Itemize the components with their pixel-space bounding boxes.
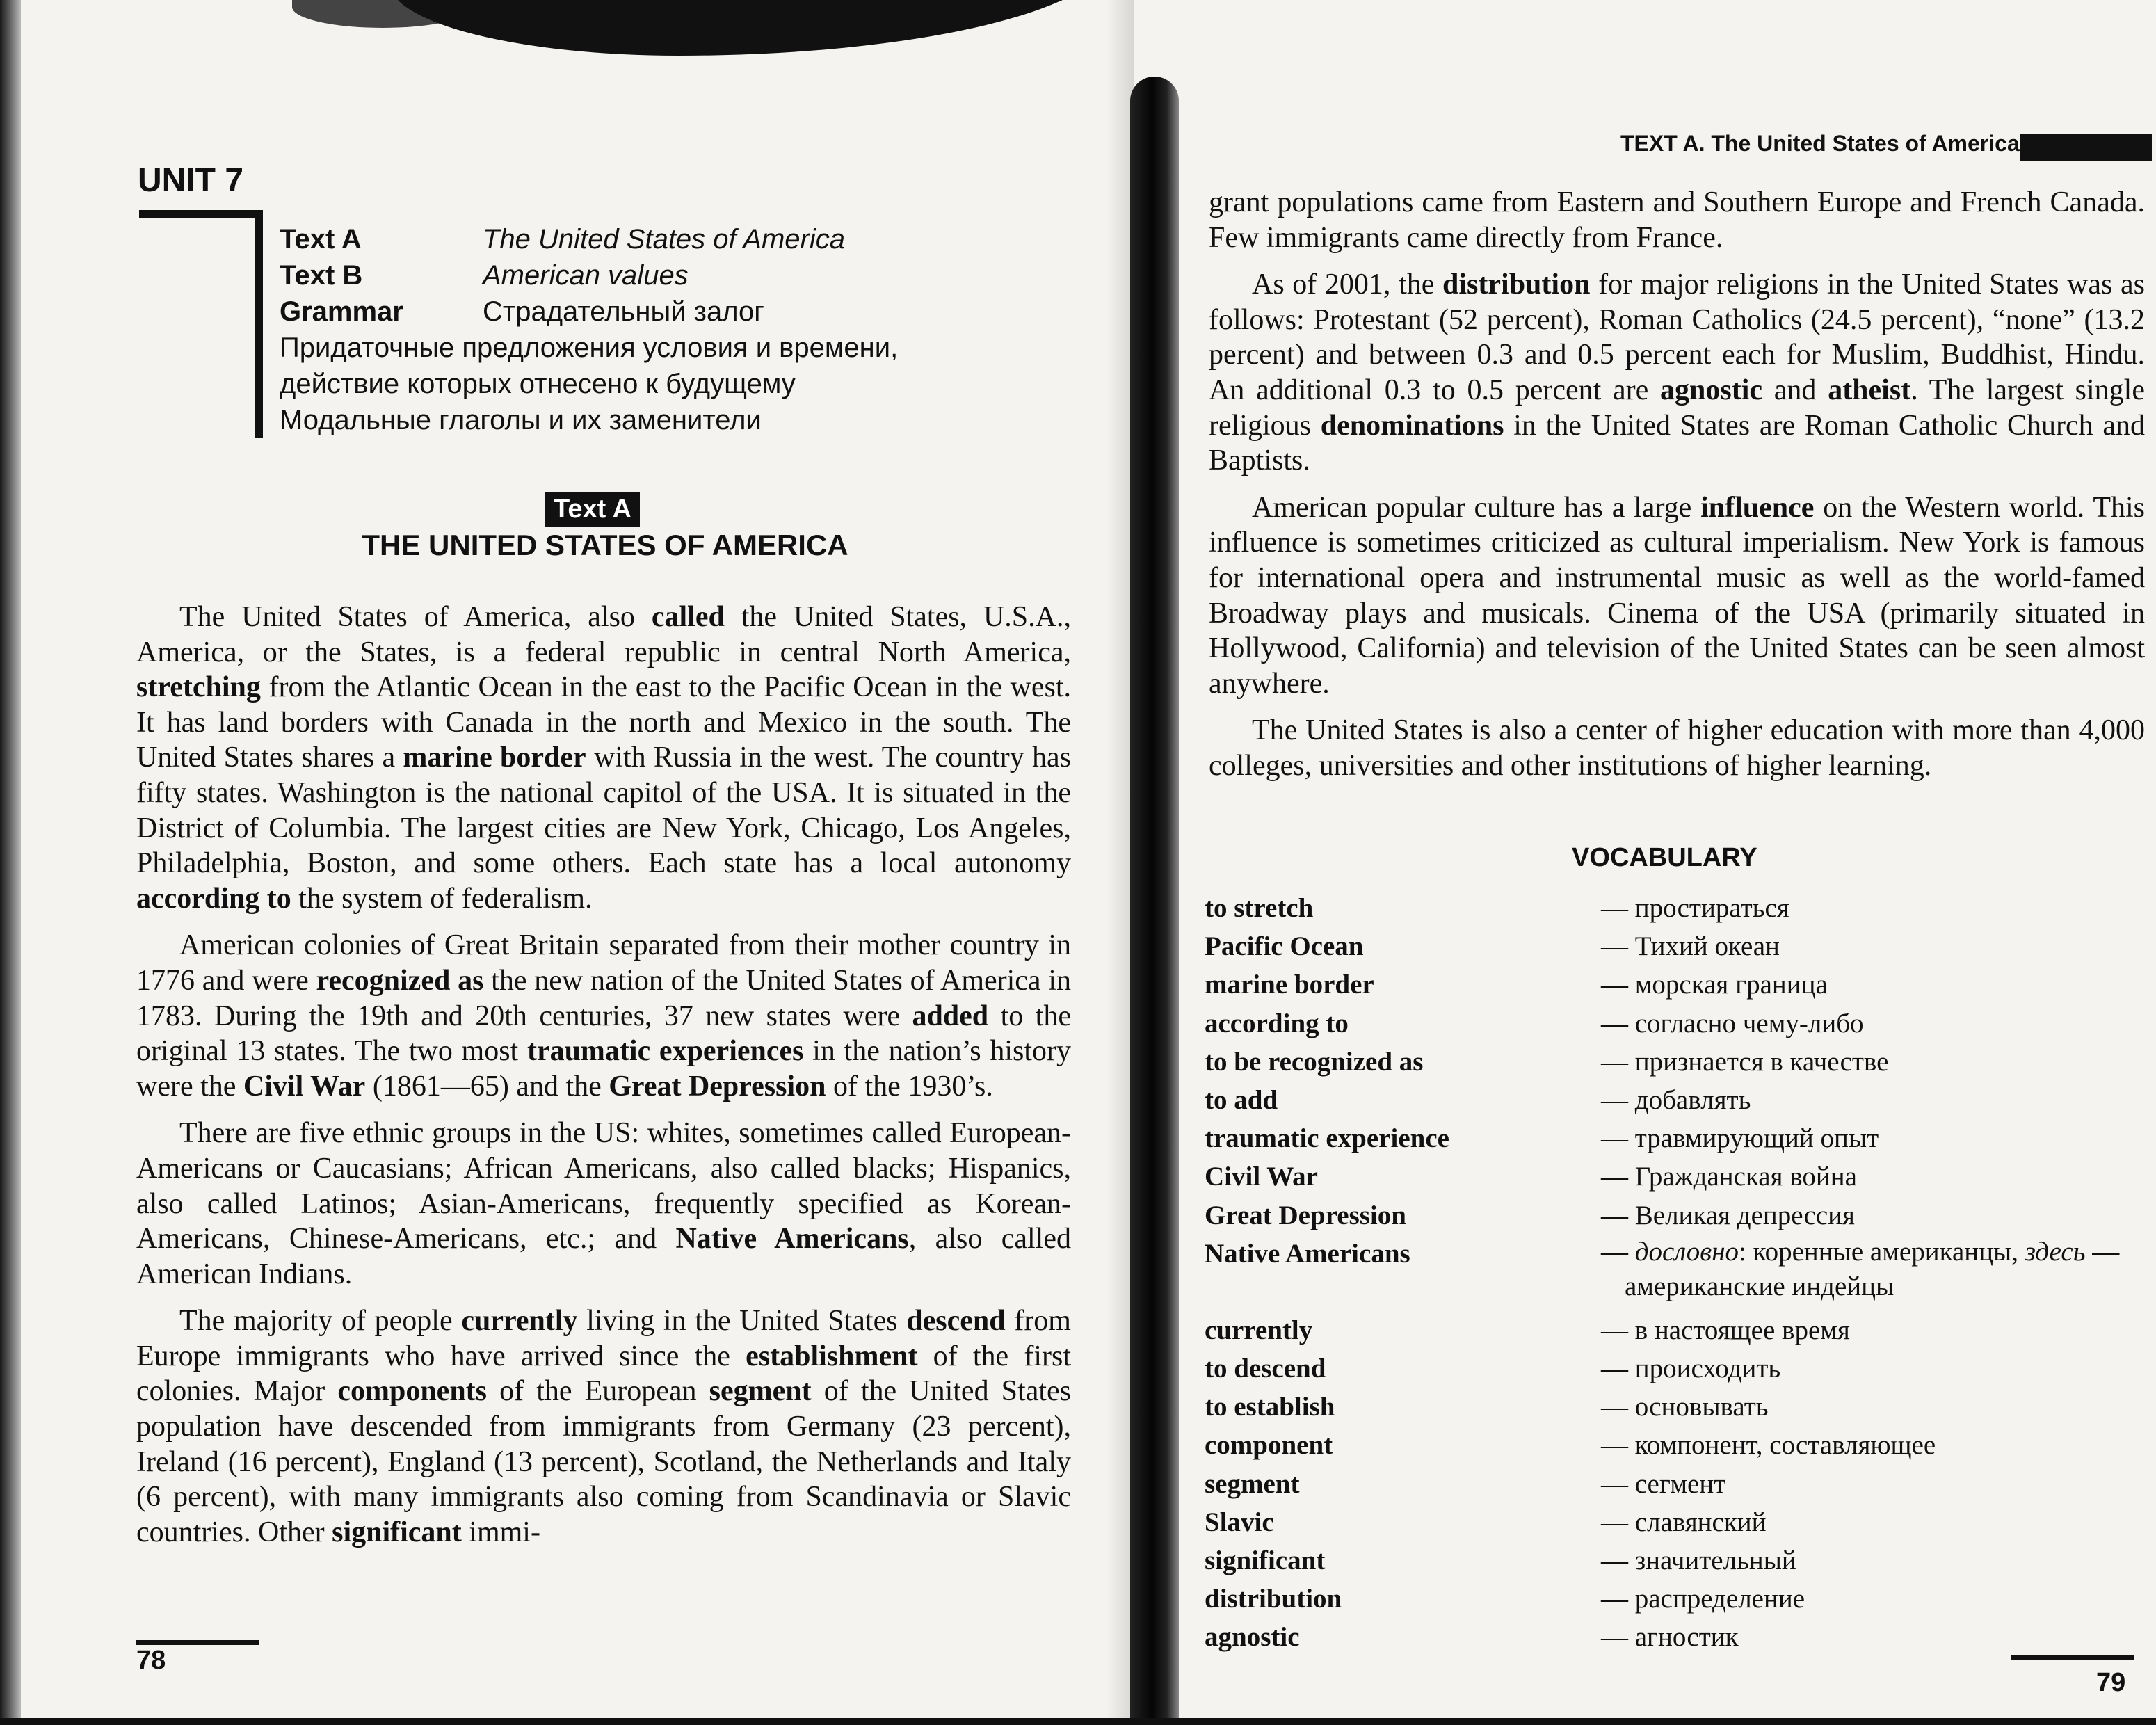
contents-row-grammar: [280, 294, 898, 330]
text-run: American colonies of Great Britain separated from their mother country in 1776 and were: [136, 929, 1071, 997]
vocabulary-translation: — согласно чему-либо: [1601, 1008, 1864, 1038]
contents-label: Text A: [280, 224, 362, 255]
text-run: —: [2085, 1236, 2120, 1267]
vocabulary-row: [1205, 927, 2150, 965]
italic-text: здесь: [2025, 1236, 2086, 1267]
vocabulary-term: according to: [1205, 1008, 1349, 1038]
vocabulary-term: to add: [1205, 1085, 1278, 1116]
text-run: The United States of America, also: [179, 601, 652, 633]
text-run: of the European: [487, 1375, 709, 1408]
bold-term: stretching: [136, 671, 261, 704]
text-run: and: [1762, 374, 1828, 406]
contents-extra-line: действие которых отнесено к будущему: [280, 369, 796, 399]
vocabulary-translation: — славянский: [1601, 1507, 1767, 1537]
bold-term: agnostic: [1660, 374, 1763, 406]
page-number: 79: [2096, 1668, 2126, 1697]
vocabulary-row: [1205, 1580, 2150, 1618]
text-run: from the Atlantic Ocean in the east to the Pacific Ocean in the west. It has land borders with Canada in the north and Mexico in the south. The United States shares a: [136, 671, 1071, 774]
text-run: the system of federalism.: [291, 882, 593, 915]
paragraph: [136, 928, 1071, 1104]
vocabulary-term: Great Depression: [1205, 1200, 1406, 1230]
bold-term: called: [651, 601, 725, 633]
text-run: immi-: [461, 1516, 540, 1548]
text-run: with Russia in the west. The country has fifty states. Washington is the national capitol of the USA. It is situated in the District of Columbia. The largest cities are New York, Chicago, Los Angeles, Philadelphia, Boston, and some others. Each state has a local autonomy: [136, 741, 1071, 880]
text-a-badge: Text A: [545, 492, 640, 527]
vocabulary-row: [1205, 965, 2150, 1004]
bold-term: segment: [709, 1375, 812, 1408]
text-title: THE UNITED STATES OF AMERICA: [362, 529, 848, 561]
vocabulary-row: [1205, 1349, 2150, 1388]
text-run: in the nation’s history were the: [136, 1035, 1071, 1102]
text-run: The United States is also a center of higher education with more than 4,000 colleges, universities and other institutions of higher learning.: [1209, 714, 2145, 782]
vocabulary-list: [1205, 889, 2150, 1657]
vocabulary-row: [1205, 1618, 2150, 1656]
running-head-bar: [2020, 134, 2152, 161]
scan-top-shadow: [389, 0, 1113, 56]
text-run: of the first colonies. Major: [136, 1340, 1072, 1408]
bold-term: atheist: [1828, 374, 1911, 406]
contents-value: Страдательный залог: [483, 296, 764, 327]
paragraph: [1209, 185, 2145, 255]
scan-bottom-edge: [0, 1718, 2156, 1725]
text-run: living in the United States: [577, 1305, 907, 1338]
text-run: the new nation of the United States of America in 1783. During the 19th and 20th centuries, 37 new states were: [136, 964, 1071, 1032]
bold-term: traumatic experiences: [526, 1035, 804, 1068]
vocabulary-translation: — сегмент: [1601, 1468, 1726, 1499]
text-run: of the United States population have descended from immigrants from Germany (23 percent), Ireland (16 percent), England (13 percent), Scotland, the Netherlands and Italy (6 percent), with many immigrants also coming from Scandinavia or Slavic countries. Other: [136, 1375, 1071, 1548]
vocabulary-row: [1205, 1388, 2150, 1426]
vocabulary-row: [1205, 1119, 2150, 1157]
contents-extra-line: Модальные глаголы и их заменители: [280, 405, 762, 435]
vocabulary-translation: — Гражданская война: [1601, 1162, 1857, 1192]
vocabulary-term: to establish: [1205, 1392, 1335, 1422]
bold-term: denominations: [1320, 409, 1504, 442]
text-run: (1861—65) and the: [365, 1070, 609, 1102]
translation-line: [1601, 1235, 2150, 1269]
paragraph: [136, 1303, 1071, 1550]
left-body-text: [136, 600, 1071, 1562]
bold-term: according to: [136, 882, 291, 915]
vocabulary-term: Civil War: [1205, 1162, 1318, 1192]
contents-value: American values: [483, 260, 689, 291]
contents-row-text-b: [280, 257, 898, 294]
vocabulary-row: [1205, 1541, 2150, 1580]
vocabulary-term: Native Americans: [1205, 1238, 1410, 1269]
vocabulary-translation: — Тихий океан: [1601, 931, 1780, 962]
vocabulary-translation: — компонент, составляющее: [1601, 1430, 1936, 1461]
bold-term: Civil War: [243, 1070, 366, 1102]
bold-term: components: [337, 1375, 488, 1408]
text-run: There are five ethnic groups in the US: whites, sometimes called European-Americans or Caucasians; African Americans, also called blacks; Hispanics, also called Latinos; Asian-Americans, frequently specified as Korean-Americans, Chinese-Americans, etc.; and: [136, 1117, 1071, 1255]
vocabulary-title: VOCABULARY: [1572, 843, 1757, 872]
paragraph: [136, 1116, 1071, 1292]
vocabulary-translation: — распределение: [1601, 1584, 1805, 1614]
vocabulary-translation: — Великая депрессия: [1601, 1200, 1855, 1230]
vocabulary-term: Slavic: [1205, 1507, 1274, 1537]
vocabulary-translation: — значительный: [1601, 1546, 1796, 1576]
vocabulary-row: [1205, 889, 2150, 927]
bold-term: influence: [1700, 491, 1815, 524]
contents-label: Text B: [280, 260, 363, 291]
bold-term: establishment: [746, 1340, 918, 1372]
unit-title: UNIT 7: [138, 162, 244, 199]
vocabulary-row: [1205, 1004, 2150, 1043]
contents-value: The United States of America: [483, 224, 845, 255]
paragraph: [1209, 490, 2145, 702]
paragraph: [1209, 713, 2145, 783]
vocabulary-translation: — в настоящее время: [1601, 1315, 1850, 1345]
vocabulary-translation: — основывать: [1601, 1392, 1769, 1422]
scan-left-edge-shadow: [0, 0, 21, 1725]
vocabulary-term: traumatic experience: [1205, 1123, 1449, 1154]
vocabulary-row: [1205, 1503, 2150, 1541]
text-run: . The largest single religious: [1209, 374, 2145, 442]
paragraph: [1209, 267, 2145, 479]
vocabulary-translation: — простираться: [1601, 893, 1789, 923]
vocabulary-row: [1205, 1235, 2150, 1304]
running-head: TEXT A. The United States of America: [1620, 131, 2020, 156]
unit-bracket-vertical: [255, 210, 263, 438]
text-run: : коренные американцы,: [1739, 1236, 2025, 1267]
vocabulary-term: to be recognized as: [1205, 1046, 1424, 1077]
bold-term: added: [912, 1000, 989, 1032]
text-run: The majority of people: [179, 1305, 462, 1338]
vocabulary-row: [1205, 1311, 2150, 1349]
bold-term: marine border: [403, 741, 586, 774]
text-run: on the Western world. This influence is sometimes criticized as cultural imperialism. New York is famous for international opera and instrumental music as well as the world-famed Broadway plays and musicals. Cinema of the USA (primarily situated in Hollywood, California) and television of the United States can be seen almost anywhere.: [1209, 491, 2145, 700]
vocabulary-translation: — морская граница: [1601, 970, 1828, 1000]
bold-term: recognized as: [316, 964, 484, 997]
bold-term: significant: [332, 1516, 462, 1548]
text-run: to the original 13 states. The two most: [136, 1000, 1071, 1068]
vocabulary-translation: — агностик: [1601, 1622, 1739, 1653]
vocabulary-row: [1205, 1157, 2150, 1196]
gutter-gradient: [1106, 0, 1134, 1725]
page-number-rule: [2011, 1655, 2134, 1660]
vocabulary-term: to descend: [1205, 1354, 1326, 1384]
text-run: American popular culture has a large: [1252, 491, 1701, 524]
vocabulary-term: component: [1205, 1430, 1333, 1461]
vocabulary-term: segment: [1205, 1468, 1300, 1499]
vocabulary-term: to stretch: [1205, 893, 1314, 923]
vocabulary-row: [1205, 1196, 2150, 1235]
bold-term: Great Depression: [609, 1070, 826, 1102]
text-run: grant populations came from Eastern and Southern Europe and French Canada. Few immigrants came directly from France.: [1209, 186, 2145, 254]
vocabulary-term: agnostic: [1205, 1622, 1300, 1653]
text-run: from Europe immigrants who have arrived since the: [136, 1305, 1071, 1372]
vocabulary-translation: — добавлять: [1601, 1085, 1751, 1116]
bold-term: descend: [906, 1305, 1006, 1338]
contents-extra-line: Придаточные предложения условия и времени,: [280, 332, 899, 363]
bold-term: Native Americans: [675, 1223, 909, 1255]
contents-label: Grammar: [280, 296, 403, 327]
vocabulary-translation: — травмирующий опыт: [1601, 1123, 1879, 1154]
vocabulary-translation: [1601, 1235, 2150, 1304]
vocabulary-term: Pacific Ocean: [1205, 931, 1364, 962]
vocabulary-translation: — происходить: [1601, 1354, 1781, 1384]
bold-term: distribution: [1442, 268, 1591, 301]
page-number: 78: [136, 1646, 166, 1675]
text-run: in the United States are Roman Catholic Church and Baptists.: [1209, 409, 2145, 477]
text-run: —: [1601, 1236, 1635, 1267]
vocabulary-row: [1205, 1426, 2150, 1464]
vocabulary-translation: — признается в качестве: [1601, 1046, 1889, 1077]
vocabulary-term: distribution: [1205, 1584, 1342, 1614]
vocabulary-row: [1205, 1043, 2150, 1081]
vocabulary-term: currently: [1205, 1315, 1313, 1345]
translation-line: американские индейцы: [1625, 1271, 1894, 1301]
page-number-rule: [136, 1640, 259, 1645]
text-run: the United States, U.S.A., America, or the States, is a federal republic in central North America,: [136, 601, 1071, 668]
contents-row-text-a: [280, 221, 898, 257]
bold-term: currently: [461, 1305, 578, 1338]
text-run: As of 2001, the: [1252, 268, 1443, 301]
paragraph: [136, 600, 1071, 916]
vocabulary-row: [1205, 1081, 2150, 1119]
right-body-text: [1209, 185, 2145, 796]
book-gutter-shadow: [1130, 77, 1179, 1725]
unit-contents: [280, 221, 898, 438]
vocabulary-row: [1205, 1465, 2150, 1503]
vocabulary-term: marine border: [1205, 970, 1374, 1000]
unit-bracket-horizontal: [139, 210, 263, 218]
text-run: of the 1930’s.: [826, 1070, 993, 1102]
text-run: , also called American Indians.: [136, 1223, 1071, 1290]
italic-text: дословно: [1634, 1236, 1739, 1267]
vocabulary-term: significant: [1205, 1546, 1326, 1576]
text-run: for major religions in the United States was as follows: Protestant (52 percent), Roman Catholics (24.5 percent), “none” (13.2 percent) and between 0.3 and 0.5 percent each for Muslim, Buddhist, Hindu. An additional 0.3 to 0.5 percent are: [1209, 268, 2145, 406]
